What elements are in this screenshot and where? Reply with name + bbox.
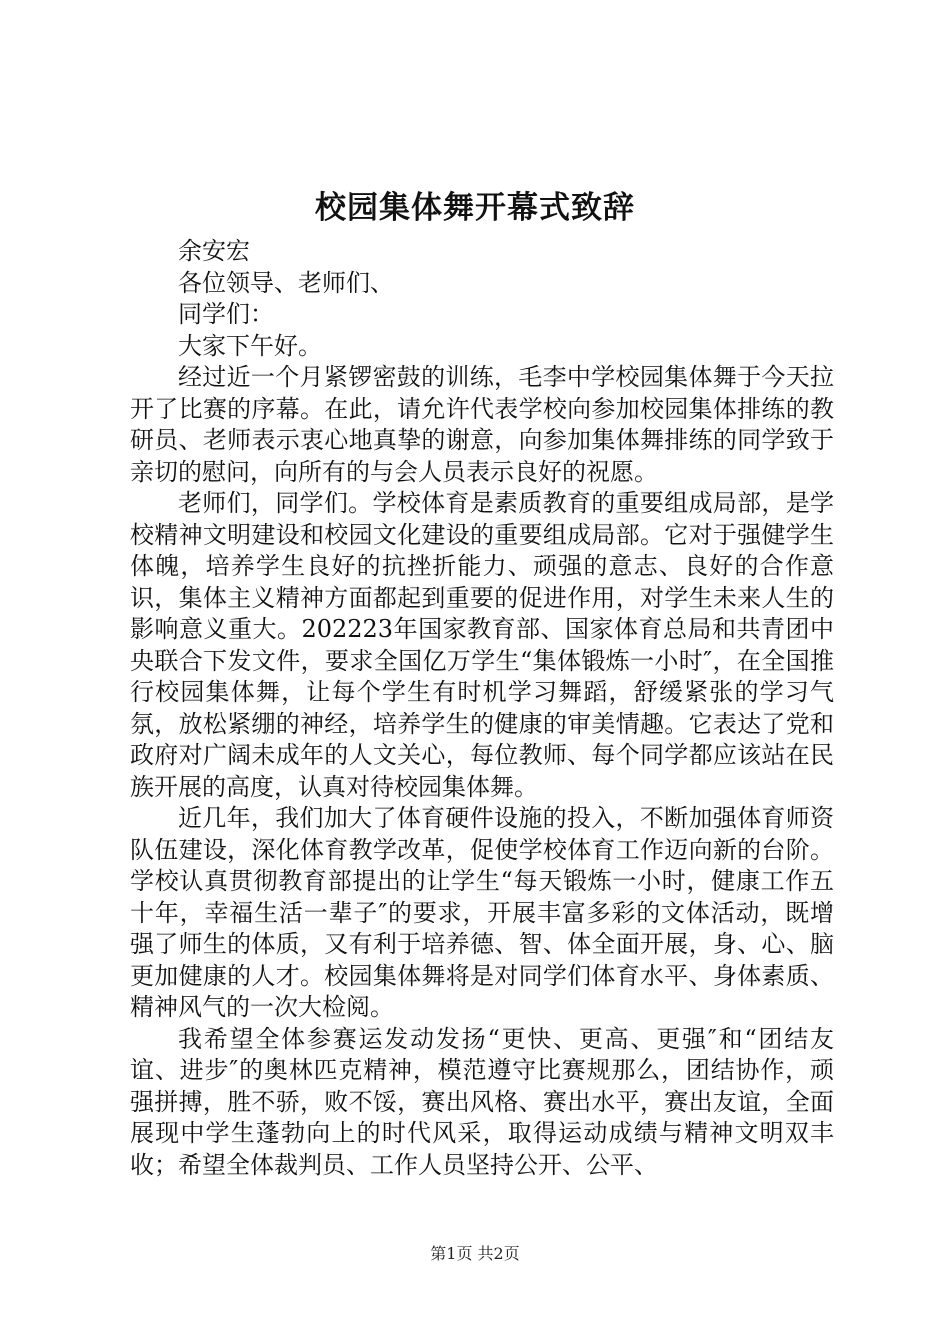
greeting: 大家下午好。	[178, 331, 322, 360]
page-footer: 第1页 共2页	[430, 1244, 520, 1263]
document-title: 校园集体舞开幕式致辞	[315, 190, 635, 226]
salutation-line-1: 各位领导、老师们、	[178, 268, 394, 297]
paragraph-2: 老师们，同学们。学校体育是素质教育的重要组成局部，是学校精神文明建设和校园文化建设的重要组成局部。它对于强健学生体魄，培养学生良好的抗挫折能力、顽强的意志、良好的合作意识，集体主义精神方面都起到重要的促进作用，对学生未来人生的影响意义重大。202223年国家教育部、国家体育总局和共青团中央联合下发文件，要求全国亿万学生“集体锻炼一小时″，在全国推行校园集体舞，让每个学生有时机学习舞蹈，舒缓紧张的学习气氛，放松紧绷的神经，培养学生的健康的审美情趣。它表达了党和政府对广阔未成年的人文关心，每位教师、每个同学都应该站在民族开展的高度，认真对待校园集体舞。	[130, 489, 834, 801]
salutation-line-2: 同学们：	[178, 300, 274, 328]
document-body	[130, 236, 834, 1181]
author-name: 余安宏	[178, 237, 250, 265]
paragraph-4: 我希望全体参赛运发动发扬“更快、更高、更强″和“团结友谊、进步″的奥林匹克精神，模范遵守比赛规那么，团结协作，顽强拼搏，胜不骄，败不馁，赛出风格、赛出水平，赛出友谊，全面展现中学生蓬勃向上的时代风采，取得运动成绩与精神文明双丰收；希望全体裁判员、工作人员坚持公开、公平、	[130, 1024, 834, 1179]
paragraph-3: 近几年，我们加大了体育硬件设施的投入，不断加强体育师资队伍建设，深化体育教学改革，促使学校体育工作迈向新的台阶。学校认真贯彻教育部提出的让学生“每天锻炼一小时，健康工作五十年，幸福生活一辈子″的要求，开展丰富多彩的文体活动，既增强了师生的体质，又有利于培养德、智、体全面开展，身、心、脑更加健康的人才。校园集体舞将是对同学们体育水平、身体素质、精神风气的一次大检阅。	[130, 804, 834, 1021]
paragraph-1: 经过近一个月紧锣密鼓的训练，毛李中学校园集体舞于今天拉开了比赛的序幕。在此，请允许代表学校向参加校园集体排练的教研员、老师表示衷心地真挚的谢意，向参加集体舞排练的同学致于亲切的慰问，向所有的与会人员表示良好的祝愿。	[130, 363, 834, 486]
